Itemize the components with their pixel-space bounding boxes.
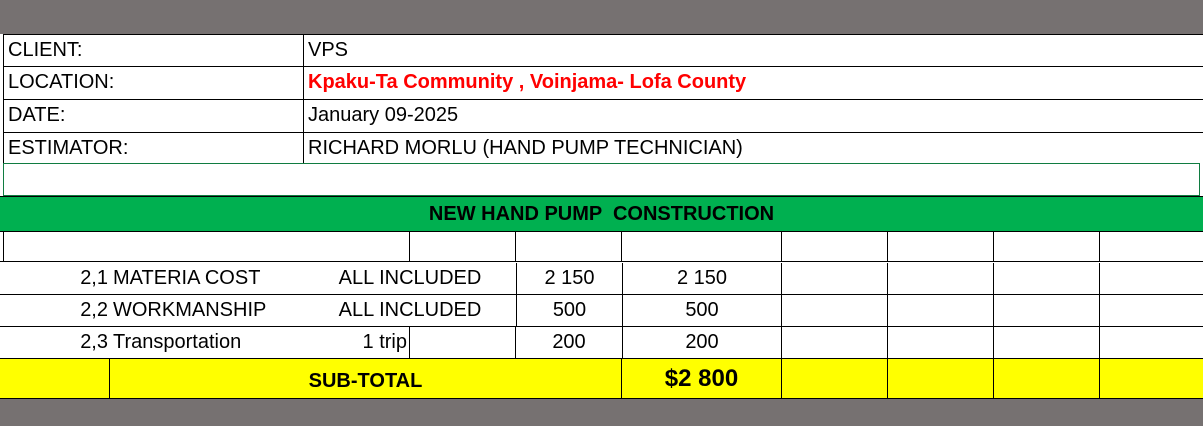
item-total: 200 bbox=[622, 327, 782, 358]
item-quantity: 1 trip bbox=[304, 327, 410, 358]
empty-cell bbox=[782, 263, 888, 294]
item-quantity: ALL INCLUDED bbox=[338, 299, 482, 321]
empty-cell bbox=[1100, 232, 1203, 262]
item-description: Transportation bbox=[113, 331, 242, 353]
empty-cell bbox=[994, 327, 1100, 358]
empty-cell bbox=[782, 295, 888, 326]
table-row bbox=[0, 295, 1203, 327]
client-label: CLIENT: bbox=[3, 34, 304, 67]
section-title: NEW HAND PUMP CONSTRUCTION bbox=[428, 203, 775, 225]
estimator-label: ESTIMATOR: bbox=[3, 133, 304, 163]
empty-cell bbox=[782, 232, 888, 262]
empty-cell bbox=[888, 327, 994, 358]
blank-row bbox=[0, 163, 1203, 196]
item-unit-price: 200 bbox=[552, 331, 586, 353]
empty-cell bbox=[888, 359, 994, 398]
location-label: LOCATION: bbox=[3, 67, 304, 100]
empty-cell bbox=[994, 359, 1100, 398]
date-row bbox=[0, 100, 1203, 133]
top-grey-band bbox=[0, 0, 1203, 34]
empty-cell bbox=[622, 232, 782, 262]
estimator-row bbox=[0, 133, 1203, 163]
item-description: MATERIA COST bbox=[113, 267, 261, 289]
empty-cell bbox=[888, 232, 994, 262]
item-total: 2 150 bbox=[622, 263, 782, 294]
empty-grid-row bbox=[0, 231, 1203, 262]
section-title-bar bbox=[0, 196, 1203, 231]
subtotal-blank bbox=[3, 359, 110, 398]
location-value: Kpaku-Ta Community , Voinjama- Lofa County bbox=[304, 67, 1203, 100]
empty-cell bbox=[3, 232, 410, 262]
item-quantity: ALL INCLUDED bbox=[338, 267, 482, 289]
bottom-grey-band bbox=[0, 399, 1203, 426]
empty-cell bbox=[888, 295, 994, 326]
empty-cell bbox=[888, 263, 994, 294]
empty-cell bbox=[994, 295, 1100, 326]
item-total: 500 bbox=[622, 295, 782, 326]
table-row bbox=[0, 327, 1203, 358]
empty-cell bbox=[782, 327, 888, 358]
item-unit-price: 500 bbox=[516, 295, 622, 326]
location-row bbox=[0, 67, 1203, 100]
subtotal-value: $2 800 bbox=[622, 359, 782, 398]
item-number: 2,2 bbox=[80, 299, 108, 321]
client-value: VPS bbox=[304, 34, 1203, 67]
subtotal-label: SUB-TOTAL bbox=[110, 359, 622, 398]
empty-cell bbox=[516, 232, 622, 262]
empty-cell bbox=[782, 359, 888, 398]
empty-cell bbox=[410, 327, 516, 358]
empty-cell bbox=[994, 232, 1100, 262]
client-row bbox=[0, 34, 1203, 67]
item-number: 2,3 bbox=[80, 331, 108, 353]
estimator-value: RICHARD MORLU (HAND PUMP TECHNICIAN) bbox=[308, 137, 743, 159]
table-row bbox=[0, 263, 1203, 295]
subtotal-row bbox=[0, 358, 1203, 399]
date-value: January 09-2025 bbox=[304, 100, 1203, 133]
item-number: 2,1 bbox=[80, 267, 108, 289]
blank-cell bbox=[3, 163, 1200, 196]
empty-cell bbox=[410, 232, 516, 262]
date-label: DATE: bbox=[3, 100, 304, 133]
item-description: WORKMANSHIP bbox=[113, 299, 267, 321]
empty-cell bbox=[994, 263, 1100, 294]
item-unit-price: 2 150 bbox=[516, 263, 622, 294]
